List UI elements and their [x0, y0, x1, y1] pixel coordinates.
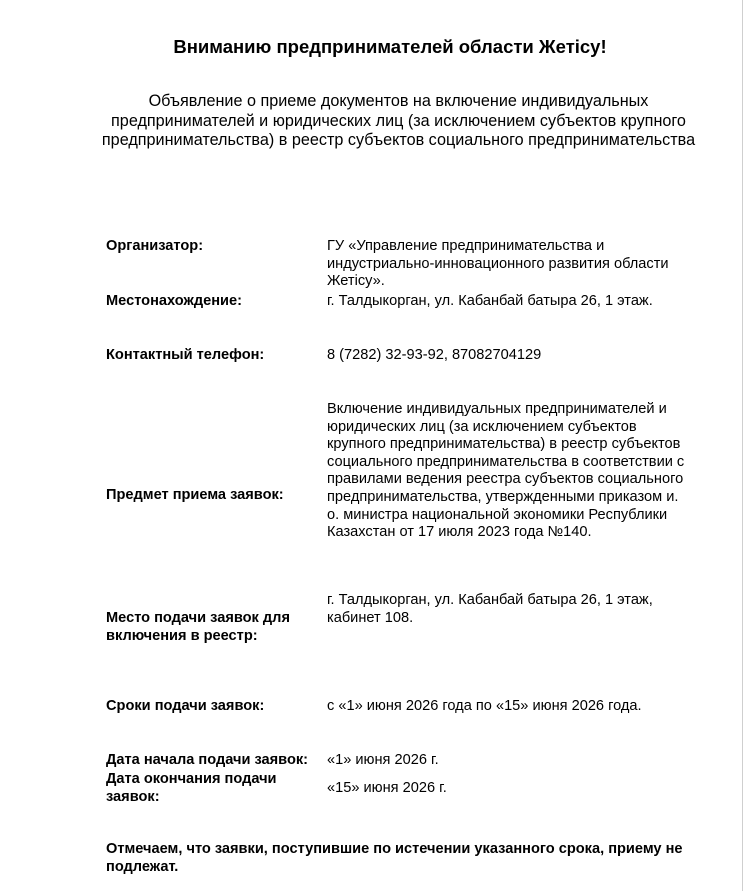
subject-value: Включение индивидуальных предпринимателей и юридических лиц (за исключением субъектов крупного предпринимательства) в реестр субъектов социального предпринимательства в соответствии с правилами ведения реестра субъектов социального предпринимательства, утвержденными приказом и. о. министра национальной экономики Республики Казахстан от 17 июля 2023 года №140. [327, 401, 685, 541]
start-date-value: «1» июня 2026 г. [327, 752, 439, 768]
end-date-value: «15» июня 2026 г. [327, 780, 447, 796]
deadline-note: Отмечаем, что заявки, поступившие по истечении указанного срока, приему не подлежат. [106, 841, 683, 875]
announcement-subtitle: Объявление о приеме документов на включение индивидуальных предпринимателей и юридических лиц (за исключением субъектов крупного предпринимательства) в реестр субъектов социального предпринимательства [101, 92, 696, 149]
page-title: Вниманию предпринимателей области Жетісу! [173, 36, 607, 57]
phone-value: 8 (7282) 32-93-92, 87082704129 [327, 347, 542, 363]
submission-place-value: г. Талдыкорган, ул. Кабанбай батыра 26, 1 этаж, кабинет 108. [327, 592, 653, 626]
start-date-label: Дата начала подачи заявок: [106, 752, 309, 768]
location-label: Местонахождение: [106, 293, 242, 309]
subject-label: Предмет приема заявок: [106, 487, 284, 503]
location-value: г. Талдыкорган, ул. Кабанбай батыра 26, 1 этаж. [327, 293, 653, 309]
organizer-label: Организатор: [106, 238, 204, 254]
deadlines-label: Сроки подачи заявок: [106, 698, 265, 714]
deadlines-value: с «1» июня 2026 года по «15» июня 2026 года. [327, 698, 642, 714]
organizer-value: ГУ «Управление предпринимательства и индустриально-инновационного развития области Жетісу». [327, 238, 669, 290]
end-date-label: Дата окончания подачи заявок: [106, 771, 277, 805]
page-edge-divider [742, 0, 743, 891]
submission-place-label: Место подачи заявок для включения в реестр: [106, 610, 290, 644]
phone-label: Контактный телефон: [106, 347, 265, 363]
